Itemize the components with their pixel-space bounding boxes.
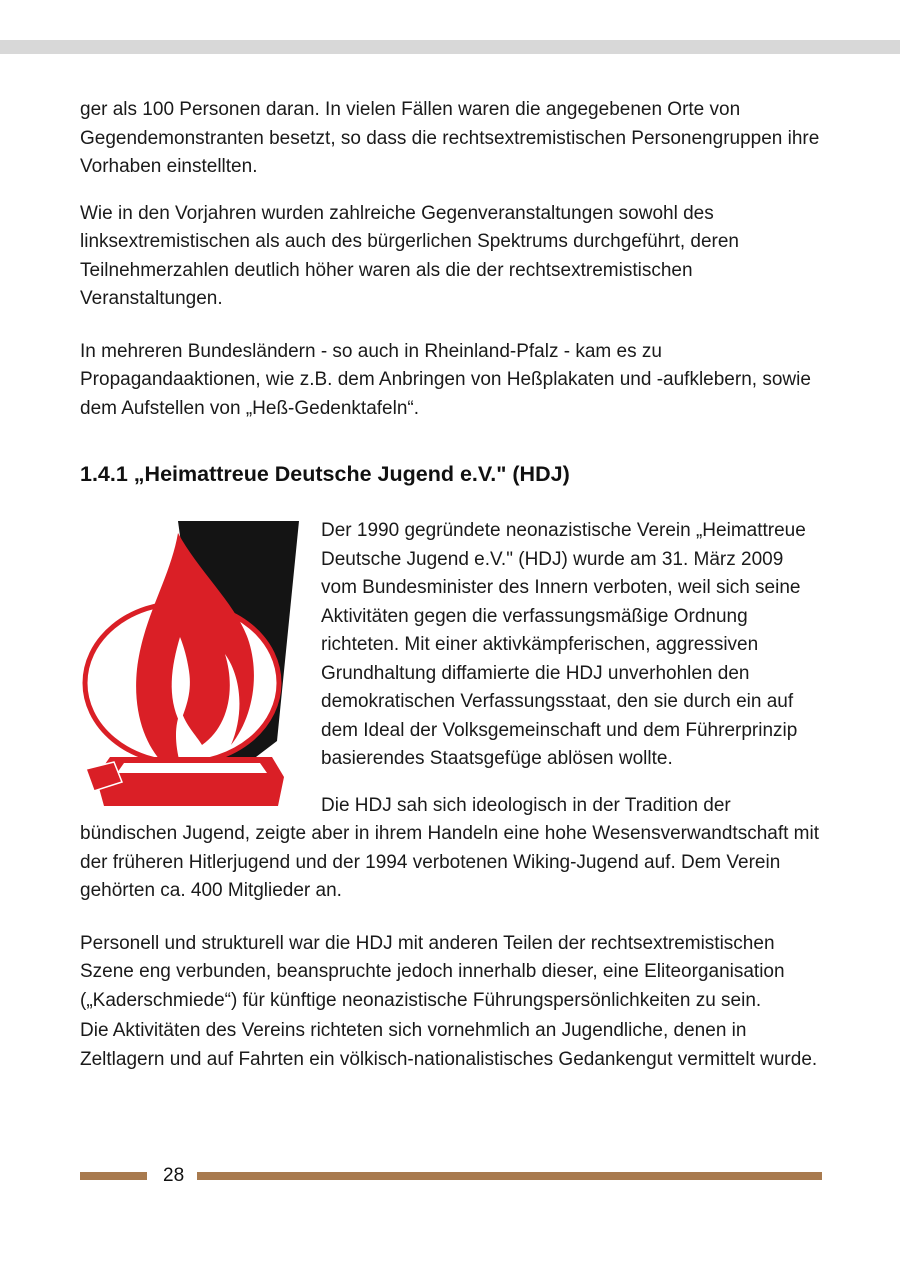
hdj-flame-logo-icon — [80, 519, 301, 810]
footer-rule-right — [197, 1172, 822, 1180]
paragraph-7: Die Aktivitäten des Vereins richteten sich vornehmlich an Jugendliche, denen in Zeltlagern und auf Fahrten ein völkisch-nationalistisches Gedankengut vermittelt wurde. — [80, 1020, 818, 1070]
paragraph-3: In mehreren Bundesländern - so auch in Rheinland-Pfalz - kam es zu Propagandaaktionen, wie z.B. dem Anbringen von Heßplakaten und -aufklebern, sowie dem Aufstellen von „Heß-Gedenktafeln“. — [80, 340, 811, 419]
paragraph-2: Wie in den Vorjahren wurden zahlreiche Gegenveranstaltungen sowohl des linksextremistischen als auch des bürgerlichen Spektrums durchgeführt, deren Teilnehmerzahlen deutlich höher waren als die der rechtsextremistischen Veranstaltungen. — [80, 202, 739, 309]
paragraph-6: Personell und strukturell war die HDJ mit anderen Teilen der rechtsextremistischen Szene eng verbunden, beanspruchte jedoch innerhalb dieser, eine Eliteorganisation („Kaderschmiede“) für künftige neonazistische Führungspersönlichkeiten zu sein. — [80, 932, 785, 1011]
page-number: 28 — [163, 1165, 185, 1186]
header-divider-bar — [0, 40, 900, 54]
footer-rule-left — [80, 1172, 147, 1180]
paragraph-4: Der 1990 gegründete neonazistische Verein „Heimattreue Deutsche Jugend e.V." (HDJ) wurde am 31. März 2009 vom Bundesminister des Innern verboten, weil sich seine Aktivitäten gegen die verfassungsmäßige Ordnung richteten. Mit einer aktivkämpferischen, aggressiven Grundhaltung diffamierte die HDJ unverhohlen den demokratischen Verfassungsstaat, den sie durch ein auf dem Ideal der Volksgemeinschaft und dem Führerprinzip basierendes Staatsgefüge ablösen wollte. — [321, 520, 806, 769]
page-content — [80, 96, 822, 1074]
page-footer — [80, 1163, 822, 1189]
section-heading: 1.4.1 „Heimattreue Deutsche Jugend e.V." (HDJ) — [80, 462, 570, 486]
paragraph-1: ger als 100 Personen daran. In vielen Fällen waren die angegebenen Orte von Gegendemonstranten besetzt, so dass die rechtsextremistischen Personengruppen ihre Vorhaben einstellten. — [80, 99, 820, 177]
logo-text-block — [80, 517, 822, 906]
paragraph-5: Die HDJ sah sich ideologisch in der Tradition der bündischen Jugend, zeigte aber in ihrem Handeln eine hohe Wesensverwandtschaft mit der früheren Hitlerjugend und der 1994 verbotenen Wiking-Jugend auf. Dem Verein gehörten ca. 400 Mitglieder an. — [80, 794, 819, 901]
